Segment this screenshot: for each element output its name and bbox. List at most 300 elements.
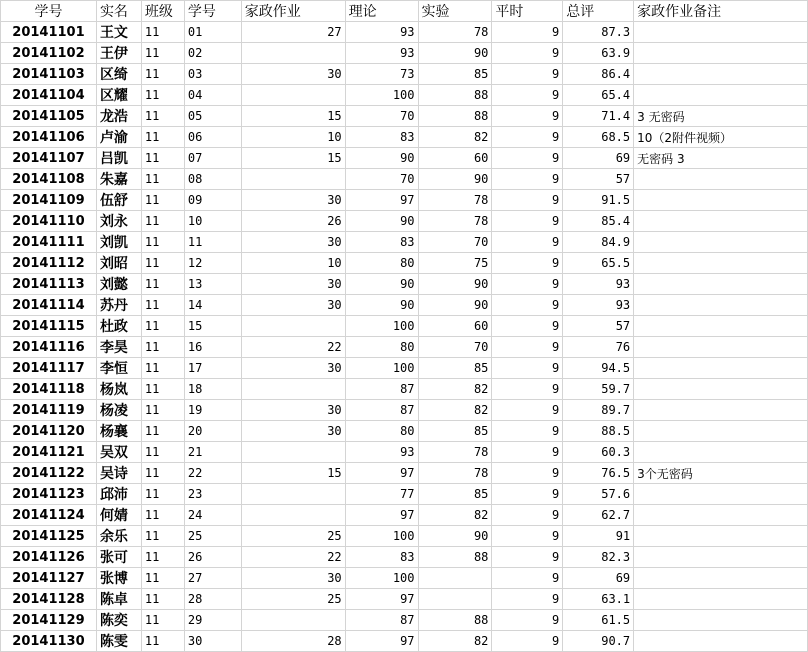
cell-seat-no[interactable]: 14 bbox=[184, 295, 241, 316]
cell-real-name[interactable]: 伍舒 bbox=[96, 190, 141, 211]
cell-seat-no[interactable]: 17 bbox=[184, 358, 241, 379]
cell-class[interactable]: 11 bbox=[141, 106, 184, 127]
cell-theory[interactable]: 70 bbox=[345, 169, 418, 190]
cell-theory[interactable]: 97 bbox=[345, 505, 418, 526]
cell-seat-no[interactable]: 10 bbox=[184, 211, 241, 232]
cell-theory[interactable]: 87 bbox=[345, 610, 418, 631]
cell-total[interactable]: 87.3 bbox=[563, 22, 634, 43]
cell-usual[interactable]: 9 bbox=[492, 190, 563, 211]
cell-real-name[interactable]: 李恒 bbox=[96, 358, 141, 379]
cell-usual[interactable]: 9 bbox=[492, 421, 563, 442]
cell-homework[interactable]: 22 bbox=[241, 337, 345, 358]
cell-lab[interactable]: 88 bbox=[418, 610, 492, 631]
cell-seat-no[interactable]: 20 bbox=[184, 421, 241, 442]
cell-theory[interactable]: 93 bbox=[345, 22, 418, 43]
cell-class[interactable]: 11 bbox=[141, 316, 184, 337]
cell-class[interactable]: 11 bbox=[141, 64, 184, 85]
cell-usual[interactable]: 9 bbox=[492, 64, 563, 85]
cell-real-name[interactable]: 张博 bbox=[96, 568, 141, 589]
cell-seat-no[interactable]: 06 bbox=[184, 127, 241, 148]
cell-homework[interactable]: 30 bbox=[241, 64, 345, 85]
cell-homework[interactable]: 26 bbox=[241, 211, 345, 232]
cell-real-name[interactable]: 杜政 bbox=[96, 316, 141, 337]
cell-student-id[interactable]: 20141122 bbox=[1, 463, 97, 484]
cell-seat-no[interactable]: 02 bbox=[184, 43, 241, 64]
cell-seat-no[interactable]: 28 bbox=[184, 589, 241, 610]
cell-theory[interactable]: 87 bbox=[345, 379, 418, 400]
cell-real-name[interactable]: 区绮 bbox=[96, 64, 141, 85]
cell-homework[interactable] bbox=[241, 505, 345, 526]
cell-real-name[interactable]: 龙浩 bbox=[96, 106, 141, 127]
header-cell-student-id[interactable]: 学号 bbox=[1, 1, 97, 22]
cell-class[interactable]: 11 bbox=[141, 274, 184, 295]
cell-homework[interactable]: 30 bbox=[241, 274, 345, 295]
cell-lab[interactable]: 78 bbox=[418, 442, 492, 463]
cell-lab[interactable]: 90 bbox=[418, 526, 492, 547]
cell-seat-no[interactable]: 04 bbox=[184, 85, 241, 106]
cell-theory[interactable]: 90 bbox=[345, 148, 418, 169]
cell-theory[interactable]: 80 bbox=[345, 337, 418, 358]
cell-seat-no[interactable]: 19 bbox=[184, 400, 241, 421]
cell-homework-note[interactable] bbox=[634, 484, 808, 505]
cell-class[interactable]: 11 bbox=[141, 421, 184, 442]
cell-total[interactable]: 91 bbox=[563, 526, 634, 547]
cell-usual[interactable]: 9 bbox=[492, 505, 563, 526]
cell-total[interactable]: 65.5 bbox=[563, 253, 634, 274]
cell-student-id[interactable]: 20141106 bbox=[1, 127, 97, 148]
cell-lab[interactable]: 85 bbox=[418, 421, 492, 442]
cell-seat-no[interactable]: 18 bbox=[184, 379, 241, 400]
cell-homework-note[interactable] bbox=[634, 232, 808, 253]
cell-lab[interactable]: 82 bbox=[418, 127, 492, 148]
cell-homework[interactable]: 30 bbox=[241, 421, 345, 442]
cell-lab[interactable]: 82 bbox=[418, 631, 492, 652]
cell-student-id[interactable]: 20141105 bbox=[1, 106, 97, 127]
cell-seat-no[interactable]: 24 bbox=[184, 505, 241, 526]
header-cell-real-name[interactable]: 实名 bbox=[96, 1, 141, 22]
cell-seat-no[interactable]: 07 bbox=[184, 148, 241, 169]
cell-seat-no[interactable]: 05 bbox=[184, 106, 241, 127]
cell-homework-note[interactable] bbox=[634, 316, 808, 337]
cell-lab[interactable] bbox=[418, 589, 492, 610]
cell-homework-note[interactable] bbox=[634, 379, 808, 400]
cell-total[interactable]: 57 bbox=[563, 169, 634, 190]
cell-class[interactable]: 11 bbox=[141, 526, 184, 547]
cell-homework[interactable]: 15 bbox=[241, 148, 345, 169]
cell-real-name[interactable]: 朱嘉 bbox=[96, 169, 141, 190]
cell-total[interactable]: 91.5 bbox=[563, 190, 634, 211]
cell-lab[interactable]: 82 bbox=[418, 400, 492, 421]
header-cell-lab[interactable]: 实验 bbox=[418, 1, 492, 22]
cell-lab[interactable]: 78 bbox=[418, 463, 492, 484]
cell-class[interactable]: 11 bbox=[141, 253, 184, 274]
cell-lab[interactable]: 75 bbox=[418, 253, 492, 274]
cell-usual[interactable]: 9 bbox=[492, 85, 563, 106]
cell-total[interactable]: 76 bbox=[563, 337, 634, 358]
cell-homework[interactable]: 30 bbox=[241, 295, 345, 316]
header-cell-theory[interactable]: 理论 bbox=[345, 1, 418, 22]
cell-lab[interactable] bbox=[418, 568, 492, 589]
cell-theory[interactable]: 100 bbox=[345, 85, 418, 106]
cell-seat-no[interactable]: 23 bbox=[184, 484, 241, 505]
header-cell-homework[interactable]: 家政作业 bbox=[241, 1, 345, 22]
cell-total[interactable]: 62.7 bbox=[563, 505, 634, 526]
cell-seat-no[interactable]: 11 bbox=[184, 232, 241, 253]
cell-usual[interactable]: 9 bbox=[492, 43, 563, 64]
cell-class[interactable]: 11 bbox=[141, 484, 184, 505]
cell-student-id[interactable]: 20141108 bbox=[1, 169, 97, 190]
cell-lab[interactable]: 85 bbox=[418, 64, 492, 85]
cell-usual[interactable]: 9 bbox=[492, 274, 563, 295]
cell-seat-no[interactable]: 09 bbox=[184, 190, 241, 211]
cell-class[interactable]: 11 bbox=[141, 43, 184, 64]
cell-seat-no[interactable]: 30 bbox=[184, 631, 241, 652]
cell-lab[interactable]: 90 bbox=[418, 169, 492, 190]
cell-real-name[interactable]: 刘永 bbox=[96, 211, 141, 232]
cell-homework-note[interactable]: 10（2附件视频） bbox=[634, 127, 808, 148]
cell-lab[interactable]: 90 bbox=[418, 43, 492, 64]
cell-total[interactable]: 69 bbox=[563, 568, 634, 589]
cell-homework[interactable]: 15 bbox=[241, 106, 345, 127]
cell-theory[interactable]: 100 bbox=[345, 568, 418, 589]
cell-homework[interactable] bbox=[241, 316, 345, 337]
cell-seat-no[interactable]: 27 bbox=[184, 568, 241, 589]
cell-total[interactable]: 86.4 bbox=[563, 64, 634, 85]
cell-homework[interactable]: 30 bbox=[241, 568, 345, 589]
cell-class[interactable]: 11 bbox=[141, 442, 184, 463]
cell-student-id[interactable]: 20141112 bbox=[1, 253, 97, 274]
cell-student-id[interactable]: 20141126 bbox=[1, 547, 97, 568]
cell-homework[interactable]: 30 bbox=[241, 358, 345, 379]
cell-homework-note[interactable] bbox=[634, 526, 808, 547]
cell-homework-note[interactable] bbox=[634, 421, 808, 442]
cell-real-name[interactable]: 王文 bbox=[96, 22, 141, 43]
cell-student-id[interactable]: 20141130 bbox=[1, 631, 97, 652]
cell-class[interactable]: 11 bbox=[141, 358, 184, 379]
cell-student-id[interactable]: 20141123 bbox=[1, 484, 97, 505]
cell-usual[interactable]: 9 bbox=[492, 547, 563, 568]
cell-seat-no[interactable]: 21 bbox=[184, 442, 241, 463]
cell-seat-no[interactable]: 25 bbox=[184, 526, 241, 547]
cell-real-name[interactable]: 余乐 bbox=[96, 526, 141, 547]
cell-class[interactable]: 11 bbox=[141, 337, 184, 358]
cell-class[interactable]: 11 bbox=[141, 295, 184, 316]
cell-usual[interactable]: 9 bbox=[492, 337, 563, 358]
cell-total[interactable]: 68.5 bbox=[563, 127, 634, 148]
cell-usual[interactable]: 9 bbox=[492, 526, 563, 547]
cell-usual[interactable]: 9 bbox=[492, 442, 563, 463]
cell-theory[interactable]: 73 bbox=[345, 64, 418, 85]
cell-real-name[interactable]: 陈卓 bbox=[96, 589, 141, 610]
cell-total[interactable]: 57.6 bbox=[563, 484, 634, 505]
cell-homework[interactable]: 10 bbox=[241, 127, 345, 148]
header-cell-class[interactable]: 班级 bbox=[141, 1, 184, 22]
cell-total[interactable]: 85.4 bbox=[563, 211, 634, 232]
cell-class[interactable]: 11 bbox=[141, 169, 184, 190]
cell-total[interactable]: 93 bbox=[563, 295, 634, 316]
cell-theory[interactable]: 100 bbox=[345, 316, 418, 337]
cell-theory[interactable]: 90 bbox=[345, 211, 418, 232]
cell-total[interactable]: 82.3 bbox=[563, 547, 634, 568]
cell-lab[interactable]: 82 bbox=[418, 505, 492, 526]
cell-class[interactable]: 11 bbox=[141, 505, 184, 526]
cell-class[interactable]: 11 bbox=[141, 22, 184, 43]
cell-homework-note[interactable]: 无密码 3 bbox=[634, 148, 808, 169]
cell-student-id[interactable]: 20141111 bbox=[1, 232, 97, 253]
cell-theory[interactable]: 100 bbox=[345, 358, 418, 379]
cell-student-id[interactable]: 20141103 bbox=[1, 64, 97, 85]
cell-homework[interactable] bbox=[241, 169, 345, 190]
cell-seat-no[interactable]: 15 bbox=[184, 316, 241, 337]
cell-real-name[interactable]: 王伊 bbox=[96, 43, 141, 64]
cell-real-name[interactable]: 卢渝 bbox=[96, 127, 141, 148]
cell-homework-note[interactable] bbox=[634, 631, 808, 652]
cell-homework[interactable]: 10 bbox=[241, 253, 345, 274]
cell-theory[interactable]: 93 bbox=[345, 442, 418, 463]
cell-seat-no[interactable]: 16 bbox=[184, 337, 241, 358]
cell-student-id[interactable]: 20141119 bbox=[1, 400, 97, 421]
cell-theory[interactable]: 77 bbox=[345, 484, 418, 505]
cell-homework[interactable] bbox=[241, 610, 345, 631]
cell-student-id[interactable]: 20141101 bbox=[1, 22, 97, 43]
cell-seat-no[interactable]: 03 bbox=[184, 64, 241, 85]
cell-class[interactable]: 11 bbox=[141, 400, 184, 421]
cell-lab[interactable]: 60 bbox=[418, 148, 492, 169]
cell-total[interactable]: 89.7 bbox=[563, 400, 634, 421]
cell-usual[interactable]: 9 bbox=[492, 295, 563, 316]
cell-homework[interactable]: 25 bbox=[241, 526, 345, 547]
cell-theory[interactable]: 97 bbox=[345, 589, 418, 610]
cell-homework-note[interactable] bbox=[634, 274, 808, 295]
cell-total[interactable]: 61.5 bbox=[563, 610, 634, 631]
cell-student-id[interactable]: 20141104 bbox=[1, 85, 97, 106]
cell-total[interactable]: 76.5 bbox=[563, 463, 634, 484]
cell-class[interactable]: 11 bbox=[141, 190, 184, 211]
header-cell-total[interactable]: 总评 bbox=[563, 1, 634, 22]
cell-student-id[interactable]: 20141125 bbox=[1, 526, 97, 547]
cell-homework[interactable]: 15 bbox=[241, 463, 345, 484]
cell-lab[interactable]: 88 bbox=[418, 106, 492, 127]
cell-usual[interactable]: 9 bbox=[492, 127, 563, 148]
cell-homework[interactable]: 25 bbox=[241, 589, 345, 610]
cell-lab[interactable]: 78 bbox=[418, 211, 492, 232]
cell-usual[interactable]: 9 bbox=[492, 400, 563, 421]
cell-student-id[interactable]: 20141124 bbox=[1, 505, 97, 526]
header-cell-usual[interactable]: 平时 bbox=[492, 1, 563, 22]
cell-class[interactable]: 11 bbox=[141, 148, 184, 169]
cell-class[interactable]: 11 bbox=[141, 589, 184, 610]
cell-total[interactable]: 69 bbox=[563, 148, 634, 169]
cell-class[interactable]: 11 bbox=[141, 127, 184, 148]
cell-homework-note[interactable] bbox=[634, 505, 808, 526]
cell-homework-note[interactable] bbox=[634, 85, 808, 106]
cell-homework[interactable] bbox=[241, 379, 345, 400]
cell-total[interactable]: 90.7 bbox=[563, 631, 634, 652]
cell-theory[interactable]: 80 bbox=[345, 253, 418, 274]
cell-total[interactable]: 93 bbox=[563, 274, 634, 295]
cell-real-name[interactable]: 杨凌 bbox=[96, 400, 141, 421]
cell-class[interactable]: 11 bbox=[141, 379, 184, 400]
cell-usual[interactable]: 9 bbox=[492, 148, 563, 169]
cell-theory[interactable]: 83 bbox=[345, 547, 418, 568]
cell-homework[interactable]: 30 bbox=[241, 190, 345, 211]
cell-lab[interactable]: 90 bbox=[418, 274, 492, 295]
cell-student-id[interactable]: 20141127 bbox=[1, 568, 97, 589]
cell-theory[interactable]: 80 bbox=[345, 421, 418, 442]
cell-homework[interactable]: 22 bbox=[241, 547, 345, 568]
cell-class[interactable]: 11 bbox=[141, 232, 184, 253]
cell-real-name[interactable]: 李昊 bbox=[96, 337, 141, 358]
cell-student-id[interactable]: 20141116 bbox=[1, 337, 97, 358]
cell-homework[interactable] bbox=[241, 43, 345, 64]
cell-real-name[interactable]: 杨襄 bbox=[96, 421, 141, 442]
cell-lab[interactable]: 78 bbox=[418, 22, 492, 43]
cell-homework[interactable]: 30 bbox=[241, 400, 345, 421]
cell-homework-note[interactable] bbox=[634, 337, 808, 358]
cell-homework-note[interactable] bbox=[634, 610, 808, 631]
cell-homework-note[interactable] bbox=[634, 43, 808, 64]
cell-student-id[interactable]: 20141121 bbox=[1, 442, 97, 463]
cell-usual[interactable]: 9 bbox=[492, 568, 563, 589]
cell-lab[interactable]: 60 bbox=[418, 316, 492, 337]
cell-total[interactable]: 63.1 bbox=[563, 589, 634, 610]
cell-homework-note[interactable] bbox=[634, 400, 808, 421]
cell-homework-note[interactable] bbox=[634, 442, 808, 463]
cell-usual[interactable]: 9 bbox=[492, 253, 563, 274]
cell-real-name[interactable]: 刘懿 bbox=[96, 274, 141, 295]
cell-student-id[interactable]: 20141115 bbox=[1, 316, 97, 337]
cell-usual[interactable]: 9 bbox=[492, 106, 563, 127]
cell-lab[interactable]: 70 bbox=[418, 337, 492, 358]
cell-theory[interactable]: 87 bbox=[345, 400, 418, 421]
cell-homework-note[interactable] bbox=[634, 211, 808, 232]
cell-seat-no[interactable]: 08 bbox=[184, 169, 241, 190]
cell-usual[interactable]: 9 bbox=[492, 358, 563, 379]
cell-theory[interactable]: 70 bbox=[345, 106, 418, 127]
cell-real-name[interactable]: 吕凯 bbox=[96, 148, 141, 169]
cell-usual[interactable]: 9 bbox=[492, 379, 563, 400]
cell-real-name[interactable]: 陈奕 bbox=[96, 610, 141, 631]
cell-theory[interactable]: 93 bbox=[345, 43, 418, 64]
cell-homework-note[interactable] bbox=[634, 589, 808, 610]
cell-real-name[interactable]: 张可 bbox=[96, 547, 141, 568]
cell-real-name[interactable]: 区耀 bbox=[96, 85, 141, 106]
cell-theory[interactable]: 97 bbox=[345, 631, 418, 652]
cell-total[interactable]: 94.5 bbox=[563, 358, 634, 379]
cell-seat-no[interactable]: 26 bbox=[184, 547, 241, 568]
cell-total[interactable]: 71.4 bbox=[563, 106, 634, 127]
cell-theory[interactable]: 100 bbox=[345, 526, 418, 547]
cell-seat-no[interactable]: 29 bbox=[184, 610, 241, 631]
cell-homework-note[interactable] bbox=[634, 22, 808, 43]
cell-usual[interactable]: 9 bbox=[492, 484, 563, 505]
cell-class[interactable]: 11 bbox=[141, 568, 184, 589]
cell-homework-note[interactable]: 3个无密码 bbox=[634, 463, 808, 484]
cell-total[interactable]: 84.9 bbox=[563, 232, 634, 253]
cell-usual[interactable]: 9 bbox=[492, 610, 563, 631]
cell-usual[interactable]: 9 bbox=[492, 232, 563, 253]
cell-homework[interactable] bbox=[241, 85, 345, 106]
cell-homework-note[interactable] bbox=[634, 253, 808, 274]
cell-theory[interactable]: 90 bbox=[345, 295, 418, 316]
cell-homework[interactable] bbox=[241, 484, 345, 505]
cell-student-id[interactable]: 20141129 bbox=[1, 610, 97, 631]
cell-lab[interactable]: 78 bbox=[418, 190, 492, 211]
cell-theory[interactable]: 97 bbox=[345, 190, 418, 211]
cell-theory[interactable]: 83 bbox=[345, 127, 418, 148]
cell-real-name[interactable]: 刘凯 bbox=[96, 232, 141, 253]
cell-class[interactable]: 11 bbox=[141, 211, 184, 232]
cell-usual[interactable]: 9 bbox=[492, 463, 563, 484]
cell-real-name[interactable]: 吴诗 bbox=[96, 463, 141, 484]
cell-homework[interactable] bbox=[241, 442, 345, 463]
cell-lab[interactable]: 85 bbox=[418, 358, 492, 379]
cell-class[interactable]: 11 bbox=[141, 610, 184, 631]
cell-usual[interactable]: 9 bbox=[492, 22, 563, 43]
cell-homework-note[interactable]: 3 无密码 bbox=[634, 106, 808, 127]
cell-student-id[interactable]: 20141128 bbox=[1, 589, 97, 610]
cell-student-id[interactable]: 20141107 bbox=[1, 148, 97, 169]
cell-homework-note[interactable] bbox=[634, 190, 808, 211]
cell-real-name[interactable]: 陈雯 bbox=[96, 631, 141, 652]
cell-homework[interactable]: 28 bbox=[241, 631, 345, 652]
cell-usual[interactable]: 9 bbox=[492, 631, 563, 652]
cell-seat-no[interactable]: 12 bbox=[184, 253, 241, 274]
cell-student-id[interactable]: 20141120 bbox=[1, 421, 97, 442]
cell-real-name[interactable]: 何婧 bbox=[96, 505, 141, 526]
cell-student-id[interactable]: 20141109 bbox=[1, 190, 97, 211]
cell-student-id[interactable]: 20141117 bbox=[1, 358, 97, 379]
cell-homework-note[interactable] bbox=[634, 169, 808, 190]
cell-lab[interactable]: 88 bbox=[418, 547, 492, 568]
cell-total[interactable]: 63.9 bbox=[563, 43, 634, 64]
cell-student-id[interactable]: 20141113 bbox=[1, 274, 97, 295]
cell-usual[interactable]: 9 bbox=[492, 211, 563, 232]
cell-homework[interactable]: 30 bbox=[241, 232, 345, 253]
cell-usual[interactable]: 9 bbox=[492, 316, 563, 337]
cell-homework-note[interactable] bbox=[634, 568, 808, 589]
cell-seat-no[interactable]: 01 bbox=[184, 22, 241, 43]
cell-class[interactable]: 11 bbox=[141, 463, 184, 484]
cell-total[interactable]: 59.7 bbox=[563, 379, 634, 400]
cell-lab[interactable]: 85 bbox=[418, 484, 492, 505]
cell-class[interactable]: 11 bbox=[141, 631, 184, 652]
cell-student-id[interactable]: 20141118 bbox=[1, 379, 97, 400]
cell-real-name[interactable]: 邱沛 bbox=[96, 484, 141, 505]
cell-lab[interactable]: 90 bbox=[418, 295, 492, 316]
cell-class[interactable]: 11 bbox=[141, 547, 184, 568]
cell-total[interactable]: 65.4 bbox=[563, 85, 634, 106]
cell-theory[interactable]: 90 bbox=[345, 274, 418, 295]
cell-real-name[interactable]: 吴双 bbox=[96, 442, 141, 463]
cell-usual[interactable]: 9 bbox=[492, 589, 563, 610]
header-cell-homework-note[interactable]: 家政作业备注 bbox=[634, 1, 808, 22]
cell-usual[interactable]: 9 bbox=[492, 169, 563, 190]
cell-homework-note[interactable] bbox=[634, 358, 808, 379]
cell-class[interactable]: 11 bbox=[141, 85, 184, 106]
cell-student-id[interactable]: 20141114 bbox=[1, 295, 97, 316]
cell-homework-note[interactable] bbox=[634, 295, 808, 316]
cell-theory[interactable]: 83 bbox=[345, 232, 418, 253]
cell-lab[interactable]: 88 bbox=[418, 85, 492, 106]
cell-real-name[interactable]: 苏丹 bbox=[96, 295, 141, 316]
cell-lab[interactable]: 70 bbox=[418, 232, 492, 253]
cell-homework-note[interactable] bbox=[634, 64, 808, 85]
cell-homework-note[interactable] bbox=[634, 547, 808, 568]
cell-homework[interactable]: 27 bbox=[241, 22, 345, 43]
header-cell-seat-no[interactable]: 学号 bbox=[184, 1, 241, 22]
cell-real-name[interactable]: 刘昭 bbox=[96, 253, 141, 274]
